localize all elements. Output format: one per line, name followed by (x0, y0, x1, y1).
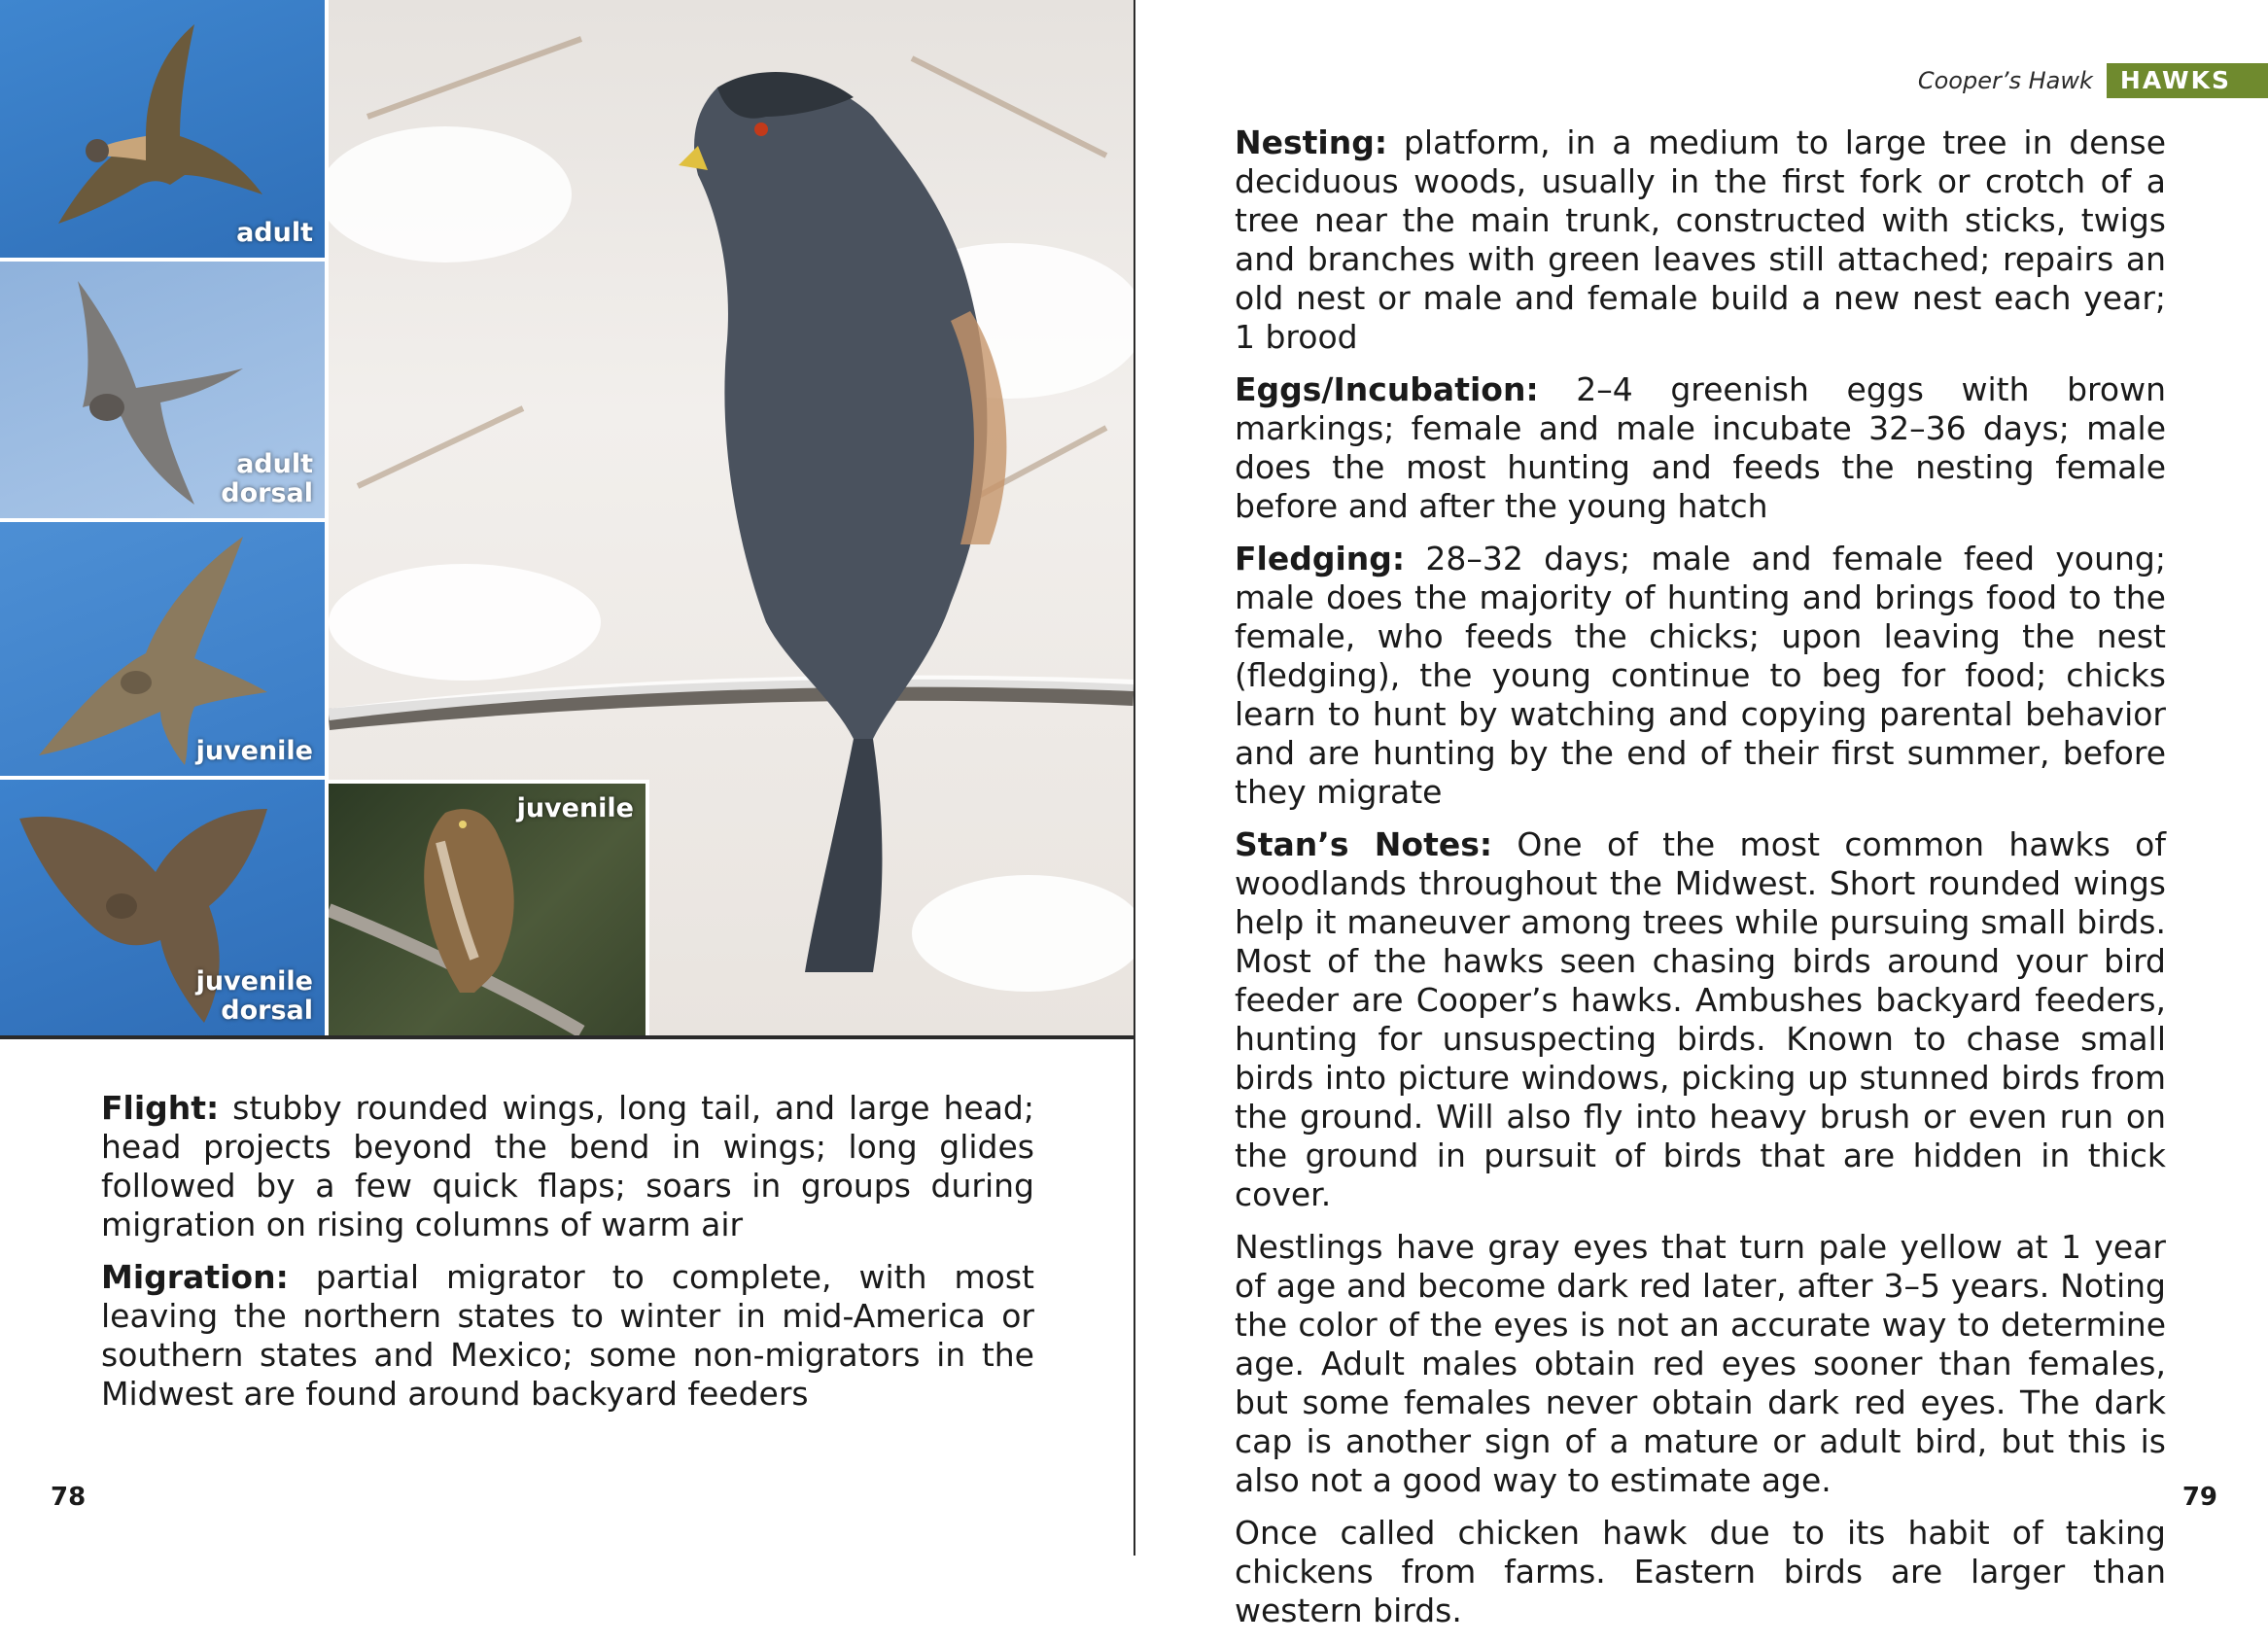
photo-divider-rule (0, 1035, 1134, 1039)
section-text: 28–32 days; male and female feed young; male does the majority of hunting and brings food to the female, who feeds the chicks; upon leaving the nest (fledging), the young continue to beg for food; chicks learn to hunt by watching and copying parental behavior and are hunting by the end of their first summer, before they migrate (1235, 540, 2166, 811)
section-label: Nesting: (1235, 123, 1388, 161)
group-tag: HAWKS (2107, 63, 2268, 98)
right-page (1135, 0, 2268, 1629)
section-text: One of the most common hawks of woodlands throughout the Midwest. Short rounded wings help it maneuver among trees while pursuing small birds. Most of the hawks seen chasing birds around your bird feeder are Cooper’s hawks. Ambushes backyard feeders, hunting for unsuspecting birds. Known to chase small birds into picture windows, picking up stunned birds from the ground. Will also fly into heavy brush or even run on the ground in pursuit of birds that are hidden in thick cover. (1235, 825, 2166, 1213)
species-name: Cooper’s Hawk (1917, 67, 2093, 94)
stans-notes-paragraph (1235, 825, 2166, 1214)
eggs-paragraph (1235, 370, 2166, 526)
section-label: Flight: (101, 1089, 220, 1127)
section-text: stubby rounded wings, long tail, and large head; head projects beyond the bend in wings; long glides followed by a few quick flaps; soars in groups during migration on rising columns of warm air (101, 1089, 1034, 1243)
migration-paragraph (101, 1258, 1034, 1414)
photo-caption: juvenile (516, 793, 634, 823)
photo-caption: adult dorsal (221, 449, 313, 508)
chicken-hawk-paragraph: Once called chicken hawk due to its habit of taking chickens from farms. Eastern birds are larger than western birds. (1235, 1514, 2166, 1629)
eye-color-paragraph: Nestlings have gray eyes that turn pale yellow at 1 year of age and become dark red later, after 3–5 years. Noting the color of the eyes is not an accurate way to determine age. Adult males obtain red eyes sooner than females, but some females never obtain dark red eyes. The dark cap is another sign of a mature or adult bird, but this is also not a good way to estimate age. (1235, 1228, 2166, 1499)
page-number: 79 (2181, 1483, 2217, 1512)
nesting-paragraph (1235, 123, 2166, 357)
running-header (1918, 63, 2268, 98)
photo-adult-dorsal (0, 262, 325, 518)
section-text: 2–4 greenish eggs with brown markings; female and male incubate 32–36 days; male does the most hunting and feeds the nesting female before and after the young hatch (1235, 370, 2166, 525)
photo-caption: adult (236, 218, 313, 248)
photo-juvenile-dorsal (0, 780, 325, 1035)
photo-caption: juvenile dorsal (195, 966, 313, 1026)
section-label: Stan’s Notes: (1235, 825, 1493, 863)
inset-photo-juvenile (329, 780, 649, 1035)
photo-adult (0, 0, 325, 258)
left-page (0, 0, 1134, 1556)
photo-caption: juvenile (195, 736, 313, 766)
page-number: 78 (51, 1483, 87, 1512)
section-text: platform, in a medium to large tree in dense deciduous woods, usually in the first fork or crotch of a tree near the main trunk, constructed with sticks, twigs and branches with green leaves still attached; repairs an old nest or male and female build a new nest each year; 1 brood (1235, 123, 2166, 356)
right-body-text (1235, 123, 2166, 1644)
section-label: Eggs/Incubation: (1235, 370, 1539, 408)
section-label: Migration: (101, 1258, 289, 1296)
left-body-text (101, 1089, 1034, 1427)
section-label: Fledging: (1235, 540, 1406, 577)
fledging-paragraph (1235, 540, 2166, 812)
section-text: partial migrator to complete, with most leaving the northern states to winter in mid-America or southern states and Mexico; some non-migrators in the Midwest are found around backyard feeders (101, 1258, 1034, 1413)
photo-juvenile (0, 522, 325, 776)
flight-paragraph (101, 1089, 1034, 1244)
